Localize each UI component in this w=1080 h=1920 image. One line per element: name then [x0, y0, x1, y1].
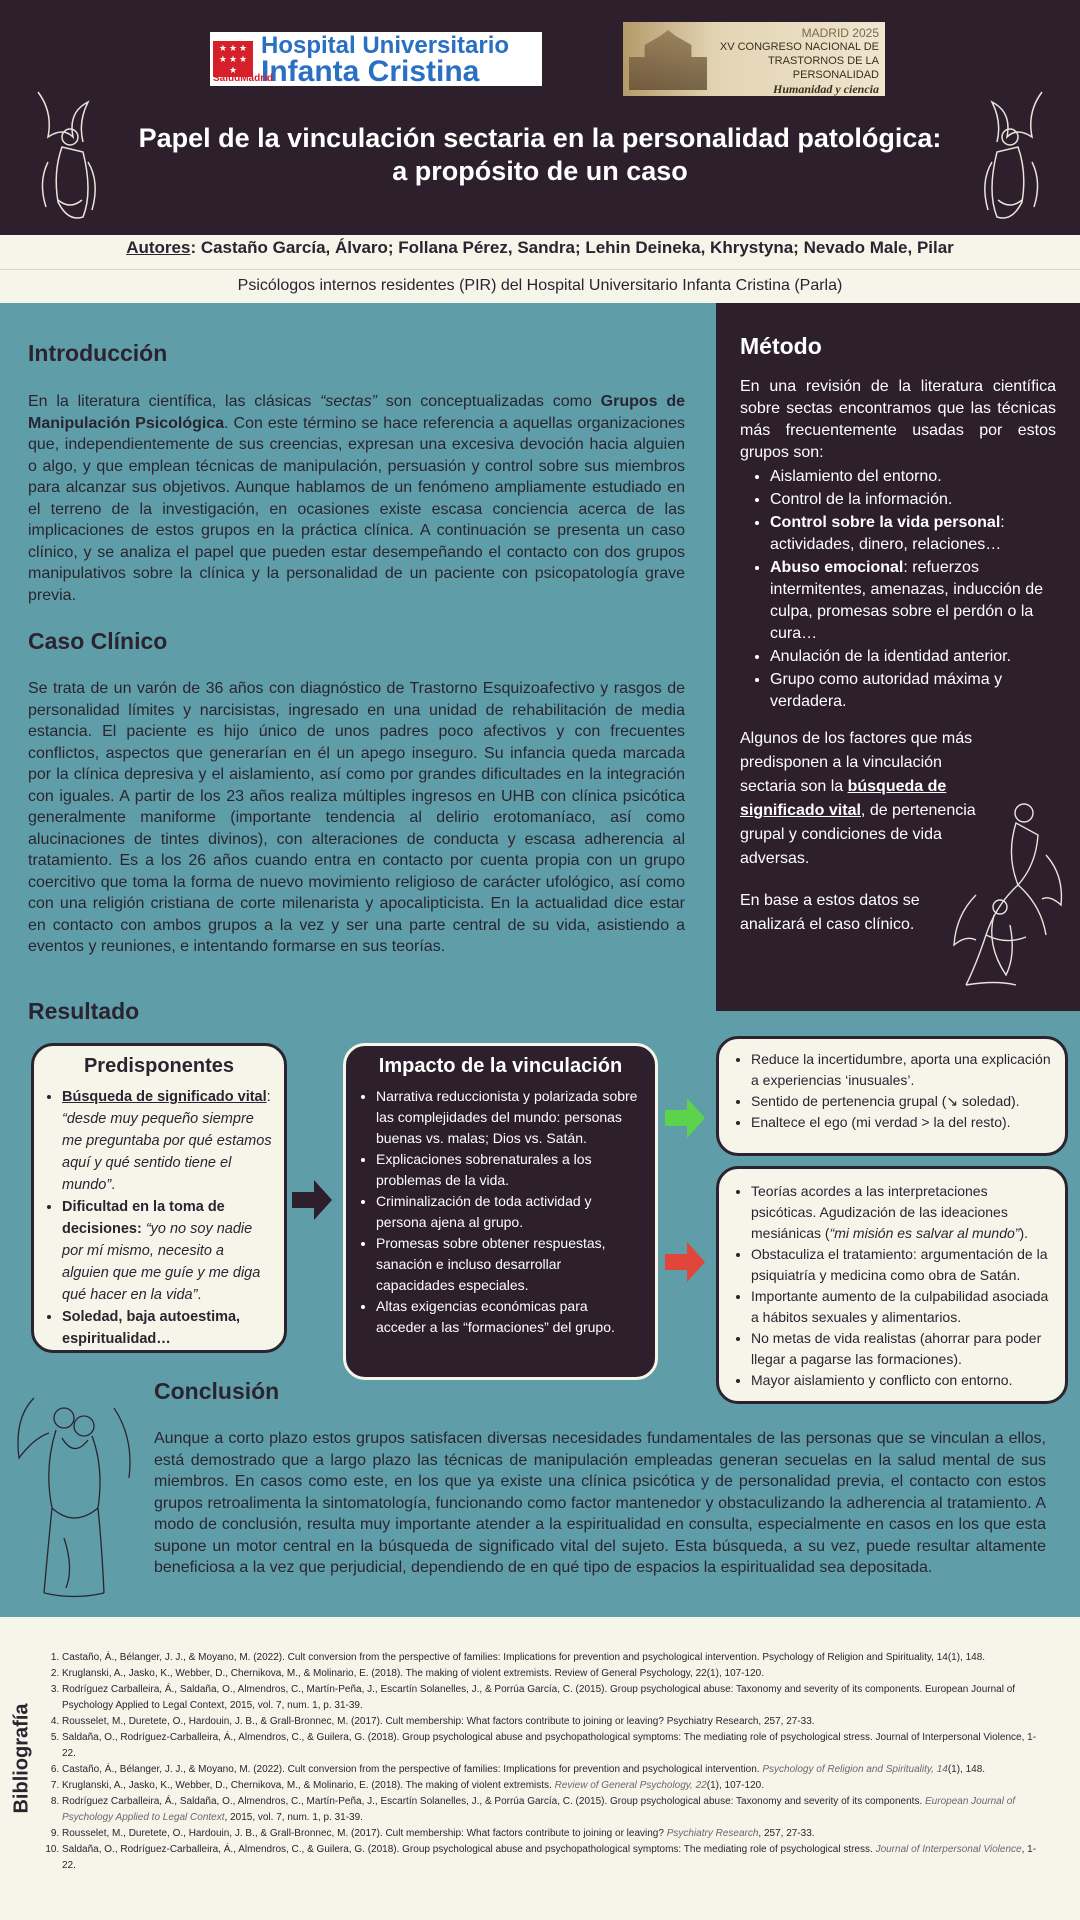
reference-item: [62, 1778, 1043, 1794]
reference-item: 3. Rodríguez Carballeira, Á., Saldaña, O., Almendros, C., Martín-Peña, J., Escartín Solanelles, J., & Porrúa García, C. (2015). Group psychological abuse: Taxonomy and severity of its components. European Journal of Psychology Applied to Legal Context, 2015, vol. 7, num. 1, p. 31-39.: [62, 1682, 1043, 1714]
reference-text: (1), 107-120.: [706, 1780, 765, 1791]
reference-text: , 257, 27-33.: [758, 1828, 815, 1839]
list-item-text: : refuerzos intermitentes, amenazas, inducción de culpa, promesas sobre el perdón o la cura…: [770, 559, 1044, 642]
authors-label: Autores: [126, 238, 191, 257]
case-heading: Caso Clínico: [28, 628, 168, 654]
reference-item: [62, 1842, 1043, 1874]
saludmadrid-label: SaludMadrid: [213, 73, 274, 84]
conclusion-text: Aunque a corto plazo estos grupos satisfacen diversas necesidades fundamentales de las personas que se vinculan a ellos, está demostrado que a largo plazo las técnicas de manipulación empleadas generan secuelas en la salud mental de sus miembros. En casos como este, en los que ya existe una clínica psicótica y de personalidad previa, el contacto con estos grupos retroalimenta la sintomatología, funcionando como factor mantenedor y obstaculizando la adherencia al tratamiento. A modo de conclusión, resulta muy importante atender a la espiritualidad en consulta, especialmente en casos en los que esta supone un motor central en la búsqueda de significado vital del sujeto. Esta búsqueda, a su vez, puede resultar altamente beneficiosa a la vez que perjudicial, dependiendo de en qué tipo de espacios la espiritualidad sea depositada.: [154, 1430, 1046, 1576]
hospital-logo-line1: Hospital Universitario: [261, 32, 510, 59]
list-item: [770, 669, 1056, 713]
list-item: • Altas exigencias económicas para acceder a las “formaciones” del grupo.: [376, 1296, 641, 1338]
divider: [0, 269, 1080, 270]
reference-journal: Psychiatry Research: [666, 1828, 759, 1839]
list-item-text: Grupo como autoridad máxima y verdadera.: [770, 671, 1003, 710]
list-item: • Narrativa reduccionista y polarizada sobre las complejidades del mundo: personas buenas vs. malas; Dios vs. Satán.: [376, 1086, 641, 1149]
predisposing-title: Predisponentes: [83, 1055, 235, 1077]
impact-title: Impacto de la vinculación: [378, 1055, 623, 1077]
list-item: [770, 512, 1056, 556]
list-item-bold: Búsqueda de significado vital: [62, 1089, 267, 1105]
list-item-bold: Dificultad en la toma de decisiones:: [62, 1199, 225, 1237]
reference-text: Rodríguez Carballeira, Á., Saldaña, O., Almendros, C., Martín-Peña, J., Escartín Solanelles, J., & Porrúa García, C. (2015). Group psychological abuse: Taxonomy and severity of its components.: [62, 1796, 926, 1807]
case-text: Se trata de un varón de 36 años con diagnóstico de Trastorno Esquizoafectivo y rasgos de personalidad límites y narcisistas, ingresado en una unidad de rehabilitación de media estancia. El paciente es hijo único de unos padres poco afectivos y con frecuentes conflictos, aspectos que generarían en él un apego inseguro. Su infancia queda marcada por la clínica depresiva y el aislamiento, así como por grandes dificultades en la integración con iguales. A partir de los 23 años realiza múltiples ingresos en UHB con clínica psicótica generalmente maniforme (importante tendencia al delirio erotomaníaco, así como alucinaciones de tintes divinos), con alteraciones de conducta y escasa adherencia al tratamiento. Es a los 26 años cuando entra en contacto por cuenta propia con un grupo coercitivo que toma la forma de nuevo movimiento religioso de carácter ufológico, así como con una religión cristiana de corte milenarista y apocalipticista. En la actualidad dice estar en contacto con ambos grupos a la vez y ser una parte central de su vida, asistiendo a eventos y reuniones, e intentando formarse en sus teorías.: [28, 680, 685, 955]
list-item-quote: “mi misión es salvar al mundo”: [829, 1225, 1020, 1241]
list-item: • Importante aumento de la culpabilidad asociada a hábitos sexuales y alimentarios.: [751, 1286, 1055, 1328]
authors-names: : Castaño García, Álvaro; Follana Pérez, Sandra; Lehin Deineka, Khrystyna; Nevado Male, Pilar: [190, 238, 954, 257]
list-item: • Mayor aislamiento y conflicto con entorno.: [751, 1370, 1055, 1391]
method-closing: En base a estos datos se analizará el caso clínico.: [740, 892, 920, 933]
arrow-positive-icon: [665, 1098, 707, 1138]
congress-line2: TRASTORNOS DE LA PERSONALIDAD: [767, 55, 879, 81]
reference-text: Saldaña, O., Rodríguez-Carballeira, Á., Almendros, C., & Guilera, G. (2018). Group psychological abuse and psychopathological symptoms: The mediating role of psychological stress.: [62, 1844, 876, 1855]
reference-text: , 2015, vol. 7, num. 1, p. 31-39.: [224, 1812, 363, 1823]
list-item: [770, 646, 1056, 668]
factors-text: , de pertenencia grupal y condiciones de vida adversas.: [740, 802, 976, 867]
list-item: • Reduce la incertidumbre, aporta una explicación a experiencias ‘inusuales’.: [751, 1049, 1055, 1091]
reference-item: 1. Castaño, Á., Bélanger, J. J., & Moyano, M. (2022). Cult conversion from the perspective of families: Implications for prevention and psychological intervention. Psychology of Religion and Spirituality, 14(1), 148.: [62, 1650, 1043, 1666]
list-item: • Criminalización de toda actividad y persona ajena al grupo.: [376, 1191, 641, 1233]
intro-text-bold: Grupos de Manipulación Psicológica: [28, 393, 686, 432]
impact-list: [376, 1086, 641, 1338]
hospital-logo: [210, 32, 542, 86]
list-item-text: Anulación de la identidad anterior.: [770, 648, 1012, 665]
factors-bold: búsqueda de significado vital: [740, 778, 947, 819]
list-item: • Búsqueda de significado vital: “desde muy pequeño siempre me preguntaba por qué estamos aquí y qué sentido tiene el mundo”.: [62, 1086, 272, 1196]
authors-line: [0, 238, 1080, 258]
congress-year: MADRID 2025: [801, 26, 879, 40]
reference-text: (1), 148.: [947, 1764, 986, 1775]
method-list: [770, 466, 1056, 713]
negative-effects-box: [716, 1166, 1068, 1404]
intro-heading: Introducción: [28, 340, 168, 366]
positive-list: [751, 1049, 1055, 1133]
method-panel: [716, 303, 1080, 1011]
angel-right-icon: [972, 82, 1052, 227]
conclusion-heading: Conclusión: [154, 1378, 280, 1404]
list-item: • Dificultad en la toma de decisiones: “yo no soy nadie por mí mismo, necesito a alguien que me guíe y me diga qué hacer en la vida”.: [62, 1196, 272, 1306]
reference-text: Rousselet, M., Duretete, O., Hardouin, J. B., & Grall-Bronnec, M. (2017). Cult membership: What factors contribute to joining or leaving?: [62, 1828, 667, 1839]
reference-item: 2. Kruglanski, A., Jasko, K., Webber, D., Chernikova, M., & Molinario, E. (2018). The making of violent extremists. Review of General Psychology, 22(1), 107-120.: [62, 1666, 1043, 1682]
reference-list: [48, 1650, 1043, 1874]
reference-item: 5. Saldaña, O., Rodríguez-Carballeira, Á., Almendros, C., & Guilera, G. (2018). Group psychological abuse and psychopathological symptoms: The mediating role of psychological stress. Journal of Interpersonal Violence, 1-22.: [62, 1730, 1043, 1762]
madrid-flag-icon: ★ ★ ★ ★ ★ ★ ★: [213, 41, 253, 77]
intro-text-part: En la literatura científica, las clásicas: [28, 393, 320, 410]
reference-journal: Review of General Psychology, 22: [554, 1780, 707, 1791]
method-heading: Método: [740, 333, 822, 359]
title-line2: a propósito de un caso: [392, 156, 688, 186]
reference-text: , 1-22.: [62, 1844, 1037, 1871]
bibliography-label: Bibliografía: [10, 1703, 33, 1814]
list-item-text: Control de la información.: [770, 491, 953, 508]
arrow-right-icon: [292, 1180, 334, 1220]
hospital-logo-line2: Infanta Cristina: [261, 55, 480, 88]
reference-item: [62, 1762, 1043, 1778]
list-item-bold: Soledad, baja autoestima, espiritualidad…: [62, 1309, 241, 1347]
reference-journal: European Journal of Psychology Applied to Legal Context: [62, 1796, 1016, 1823]
intro-text: [28, 391, 685, 606]
list-item-bold: Control sobre la vida personal: [770, 514, 1001, 531]
list-item-bold: Abuso emocional: [770, 559, 904, 576]
list-item: [770, 489, 1056, 511]
statue-icon: [946, 795, 1066, 991]
congress-logo: [623, 22, 885, 96]
title-line1: Papel de la vinculación sectaria en la personalidad patológica:: [138, 123, 942, 153]
congress-line1: XV CONGRESO NACIONAL DE: [719, 41, 879, 53]
impact-box: [343, 1043, 658, 1380]
factors-text: Algunos de los factores que más predisponen a la vinculación sectaria son la: [740, 730, 973, 795]
building-icon: [629, 30, 707, 90]
negative-list: [751, 1181, 1055, 1391]
arrow-negative-icon: [665, 1242, 707, 1282]
poster-title: [110, 122, 970, 188]
list-item: • Explicaciones sobrenaturales a los problemas de la vida.: [376, 1149, 641, 1191]
congress-tagline: Humanidad y ciencia: [773, 82, 879, 96]
poster-header: [0, 0, 1080, 235]
angel-left-icon: [28, 82, 108, 227]
list-item: [770, 557, 1056, 645]
reference-item: [62, 1794, 1043, 1826]
list-item: [770, 466, 1056, 488]
list-item: • No metas de vida realistas (ahorrar para poder llegar a pagarse las formaciones).: [751, 1328, 1055, 1370]
intro-text-italic: “sectas”: [320, 393, 377, 410]
list-item-text: ).: [1019, 1225, 1028, 1241]
reference-journal: Psychology of Religion and Spirituality, 14: [762, 1764, 948, 1775]
lovers-statue-icon: [4, 1378, 144, 1606]
list-item: • Enaltece el ego (mi verdad > la del resto).: [751, 1112, 1055, 1133]
list-item: • Promesas sobre obtener respuestas, sanación e incluso desarrollar capacidades especiales.: [376, 1233, 641, 1296]
list-item: • Sentido de pertenencia grupal (↘ soledad).: [751, 1091, 1055, 1112]
reference-item: 4. Rousselet, M., Duretete, O., Hardouin, J. B., & Grall-Bronnec, M. (2017). Cult membership: What factors contribute to joining or leaving? Psychiatry Research, 257, 27-33.: [62, 1714, 1043, 1730]
list-item-quote: “yo no soy nadie por mí mismo, necesito a alguien que me guíe y me diga qué hacer en la vida”: [62, 1221, 261, 1303]
intro-text-part: son conceptualizadas como: [376, 393, 601, 410]
list-item-text: Aislamiento del entorno.: [770, 468, 942, 485]
positive-effects-box: [716, 1036, 1068, 1156]
bibliography-section: [0, 1617, 1080, 1920]
list-item: [751, 1181, 1055, 1244]
list-item-quote: “desde muy pequeño siempre me preguntaba por qué estamos aquí y qué sentido tiene el mundo”: [62, 1111, 272, 1193]
reference-item: [62, 1826, 1043, 1842]
list-item-text: Teorías acordes a las interpretaciones psicóticas. Agudización de las ideaciones mesiánicas (: [751, 1183, 1008, 1241]
list-item: • Obstaculiza el tratamiento: argumentación de la psiquiatría y medicina como obra de Satán.: [751, 1244, 1055, 1286]
reference-text: Kruglanski, A., Jasko, K., Webber, D., Chernikova, M., & Molinario, E. (2018). The making of violent extremists.: [62, 1780, 555, 1791]
method-intro: En una revisión de la literatura científica sobre sectas encontramos que las técnicas más frecuentemente usadas por estos grupos son:: [740, 378, 1056, 461]
list-item: [62, 1306, 272, 1350]
results-heading: Resultado: [28, 998, 140, 1024]
reference-text: Castaño, Á., Bélanger, J. J., & Moyano, M. (2022). Cult conversion from the perspective of families: Implications for prevention and psychological intervention.: [62, 1764, 763, 1775]
predisposing-box: [31, 1043, 287, 1353]
list-item-text: : actividades, dinero, relaciones…: [770, 514, 1005, 553]
predisposing-list: [62, 1086, 272, 1350]
intro-text-part: . Con este término se hace referencia a aquellas organizaciones que, independientemente de sus creencias, expresan una excesiva devoción hacia alguien o algo, y que emplean técnicas de manipulación, persuasión y control sobre sus miembros para alcanzar sus objetivos. Aunque hablamos de un fenómeno ampliamente estudiado en el terreno de la investigación, en ocasiones existe escasa conciencia acerca de las implicaciones de estos grupos en la práctica clínica. A continuación se presenta un caso clínico, y se analiza el papel que pueden estar desempeñando el contacto con dos grupos manipulativos sobre la clínica y la personalidad de un paciente con psicopatología grave previa.: [28, 414, 686, 604]
reference-journal: Journal of Interpersonal Violence: [875, 1844, 1022, 1855]
affiliation: Psicólogos internos residentes (PIR) del Hospital Universitario Infanta Cristina (Parla): [237, 277, 843, 294]
